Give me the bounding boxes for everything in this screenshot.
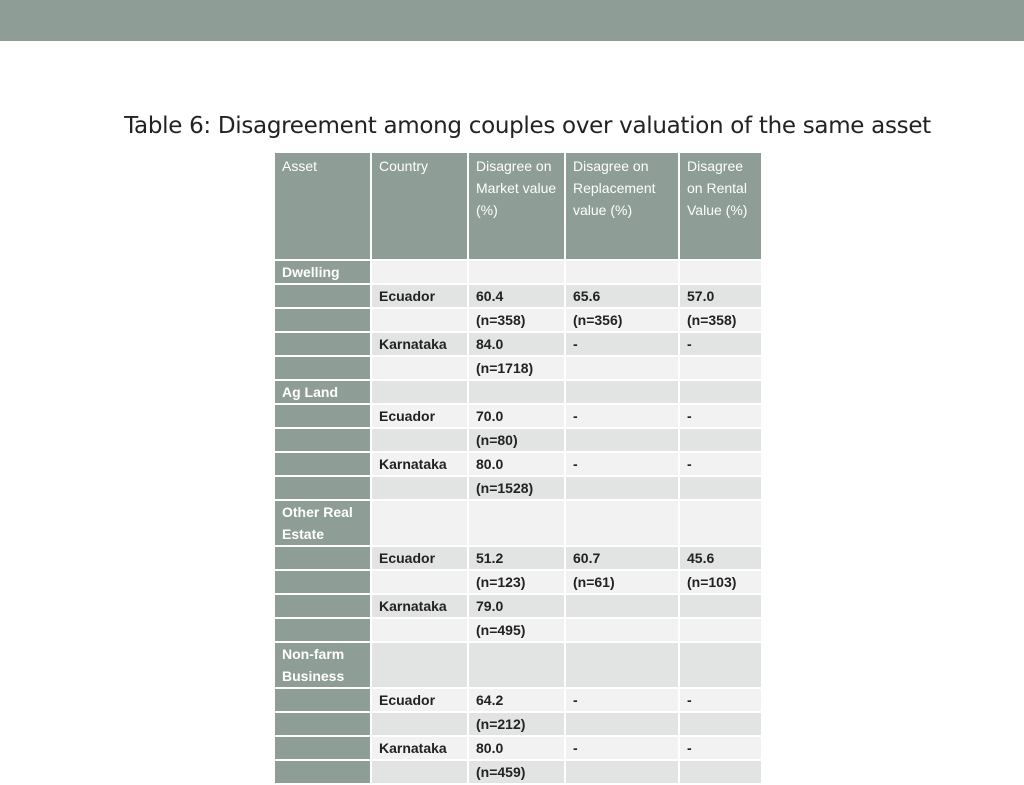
valuation-table bbox=[273, 151, 763, 785]
header-rental-value: Disagree on Rental Value (%) bbox=[679, 152, 762, 260]
cell-country bbox=[371, 308, 468, 332]
table-row bbox=[274, 546, 762, 570]
cell-rental-value: - bbox=[679, 452, 762, 476]
cell-market-value: 60.4 bbox=[468, 284, 565, 308]
cell-rental-value: - bbox=[679, 736, 762, 760]
table-row bbox=[274, 308, 762, 332]
table-row bbox=[274, 688, 762, 712]
cell-country bbox=[371, 712, 468, 736]
cell-asset bbox=[274, 356, 371, 380]
table-header-row bbox=[274, 152, 762, 260]
cell-rental-value bbox=[679, 500, 762, 546]
cell-country: Karnataka bbox=[371, 452, 468, 476]
cell-country bbox=[371, 260, 468, 284]
cell-asset bbox=[274, 452, 371, 476]
table-row bbox=[274, 428, 762, 452]
cell-replacement-value bbox=[565, 760, 679, 784]
cell-country: Ecuador bbox=[371, 404, 468, 428]
cell-asset: Ag Land bbox=[274, 380, 371, 404]
cell-rental-value: (n=103) bbox=[679, 570, 762, 594]
table-row bbox=[274, 712, 762, 736]
cell-country bbox=[371, 570, 468, 594]
cell-market-value bbox=[468, 380, 565, 404]
cell-replacement-value: - bbox=[565, 688, 679, 712]
cell-market-value: (n=212) bbox=[468, 712, 565, 736]
table-row bbox=[274, 500, 762, 546]
cell-rental-value: - bbox=[679, 688, 762, 712]
header-asset: Asset bbox=[274, 152, 371, 260]
cell-market-value: (n=459) bbox=[468, 760, 565, 784]
cell-market-value: (n=1718) bbox=[468, 356, 565, 380]
cell-market-value: 79.0 bbox=[468, 594, 565, 618]
cell-replacement-value: 60.7 bbox=[565, 546, 679, 570]
cell-replacement-value bbox=[565, 260, 679, 284]
cell-country: Karnataka bbox=[371, 736, 468, 760]
cell-replacement-value: - bbox=[565, 452, 679, 476]
cell-rental-value bbox=[679, 476, 762, 500]
cell-asset bbox=[274, 332, 371, 356]
cell-market-value bbox=[468, 260, 565, 284]
cell-asset bbox=[274, 308, 371, 332]
table-row bbox=[274, 594, 762, 618]
cell-country bbox=[371, 760, 468, 784]
cell-country: Ecuador bbox=[371, 546, 468, 570]
cell-market-value: 64.2 bbox=[468, 688, 565, 712]
cell-rental-value bbox=[679, 260, 762, 284]
cell-market-value: (n=495) bbox=[468, 618, 565, 642]
cell-replacement-value bbox=[565, 500, 679, 546]
table-row bbox=[274, 356, 762, 380]
cell-rental-value bbox=[679, 712, 762, 736]
cell-asset bbox=[274, 404, 371, 428]
header-replacement-value: Disagree on Replacement value (%) bbox=[565, 152, 679, 260]
cell-market-value: (n=80) bbox=[468, 428, 565, 452]
cell-country bbox=[371, 618, 468, 642]
cell-rental-value bbox=[679, 642, 762, 688]
cell-replacement-value: - bbox=[565, 404, 679, 428]
cell-asset bbox=[274, 428, 371, 452]
cell-country bbox=[371, 500, 468, 546]
cell-market-value: 80.0 bbox=[468, 736, 565, 760]
cell-country bbox=[371, 642, 468, 688]
cell-country bbox=[371, 356, 468, 380]
table-row bbox=[274, 404, 762, 428]
cell-replacement-value bbox=[565, 712, 679, 736]
cell-market-value bbox=[468, 500, 565, 546]
cell-replacement-value bbox=[565, 594, 679, 618]
cell-asset bbox=[274, 736, 371, 760]
cell-country bbox=[371, 428, 468, 452]
table-row bbox=[274, 260, 762, 284]
table-row bbox=[274, 452, 762, 476]
cell-asset bbox=[274, 594, 371, 618]
cell-replacement-value: (n=356) bbox=[565, 308, 679, 332]
cell-market-value: (n=1528) bbox=[468, 476, 565, 500]
cell-replacement-value bbox=[565, 476, 679, 500]
cell-replacement-value bbox=[565, 356, 679, 380]
table-row bbox=[274, 760, 762, 784]
cell-market-value: 80.0 bbox=[468, 452, 565, 476]
cell-replacement-value: - bbox=[565, 332, 679, 356]
cell-country: Karnataka bbox=[371, 594, 468, 618]
cell-replacement-value: (n=61) bbox=[565, 570, 679, 594]
cell-rental-value: (n=358) bbox=[679, 308, 762, 332]
cell-market-value: (n=358) bbox=[468, 308, 565, 332]
cell-asset bbox=[274, 618, 371, 642]
cell-asset bbox=[274, 284, 371, 308]
cell-rental-value bbox=[679, 618, 762, 642]
header-country: Country bbox=[371, 152, 468, 260]
cell-replacement-value bbox=[565, 618, 679, 642]
cell-asset: Other Real Estate bbox=[274, 500, 371, 546]
cell-asset: Non-farm Business bbox=[274, 642, 371, 688]
cell-market-value: 51.2 bbox=[468, 546, 565, 570]
cell-asset: Dwelling bbox=[274, 260, 371, 284]
cell-asset bbox=[274, 476, 371, 500]
table-row bbox=[274, 736, 762, 760]
cell-asset bbox=[274, 712, 371, 736]
table-row bbox=[274, 642, 762, 688]
cell-asset bbox=[274, 688, 371, 712]
table-row bbox=[274, 284, 762, 308]
cell-market-value: 84.0 bbox=[468, 332, 565, 356]
cell-rental-value: - bbox=[679, 332, 762, 356]
cell-rental-value bbox=[679, 356, 762, 380]
table-row bbox=[274, 476, 762, 500]
cell-country bbox=[371, 476, 468, 500]
table-row bbox=[274, 332, 762, 356]
cell-rental-value: - bbox=[679, 404, 762, 428]
cell-market-value: 70.0 bbox=[468, 404, 565, 428]
cell-country: Ecuador bbox=[371, 284, 468, 308]
table-row bbox=[274, 570, 762, 594]
table-row bbox=[274, 618, 762, 642]
cell-rental-value: 57.0 bbox=[679, 284, 762, 308]
cell-asset bbox=[274, 760, 371, 784]
cell-rental-value bbox=[679, 380, 762, 404]
header-market-value: Disagree on Market value (%) bbox=[468, 152, 565, 260]
cell-country: Ecuador bbox=[371, 688, 468, 712]
cell-replacement-value: - bbox=[565, 736, 679, 760]
top-banner bbox=[0, 0, 1024, 41]
cell-rental-value bbox=[679, 760, 762, 784]
cell-replacement-value: 65.6 bbox=[565, 284, 679, 308]
cell-country bbox=[371, 380, 468, 404]
cell-replacement-value bbox=[565, 642, 679, 688]
cell-country: Karnataka bbox=[371, 332, 468, 356]
cell-market-value bbox=[468, 642, 565, 688]
cell-rental-value bbox=[679, 594, 762, 618]
slide-title: Table 6: Disagreement among couples over valuation of the same asset bbox=[124, 113, 931, 139]
table-row bbox=[274, 380, 762, 404]
cell-market-value: (n=123) bbox=[468, 570, 565, 594]
cell-asset bbox=[274, 546, 371, 570]
cell-replacement-value bbox=[565, 428, 679, 452]
cell-rental-value: 45.6 bbox=[679, 546, 762, 570]
cell-replacement-value bbox=[565, 380, 679, 404]
cell-asset bbox=[274, 570, 371, 594]
cell-rental-value bbox=[679, 428, 762, 452]
